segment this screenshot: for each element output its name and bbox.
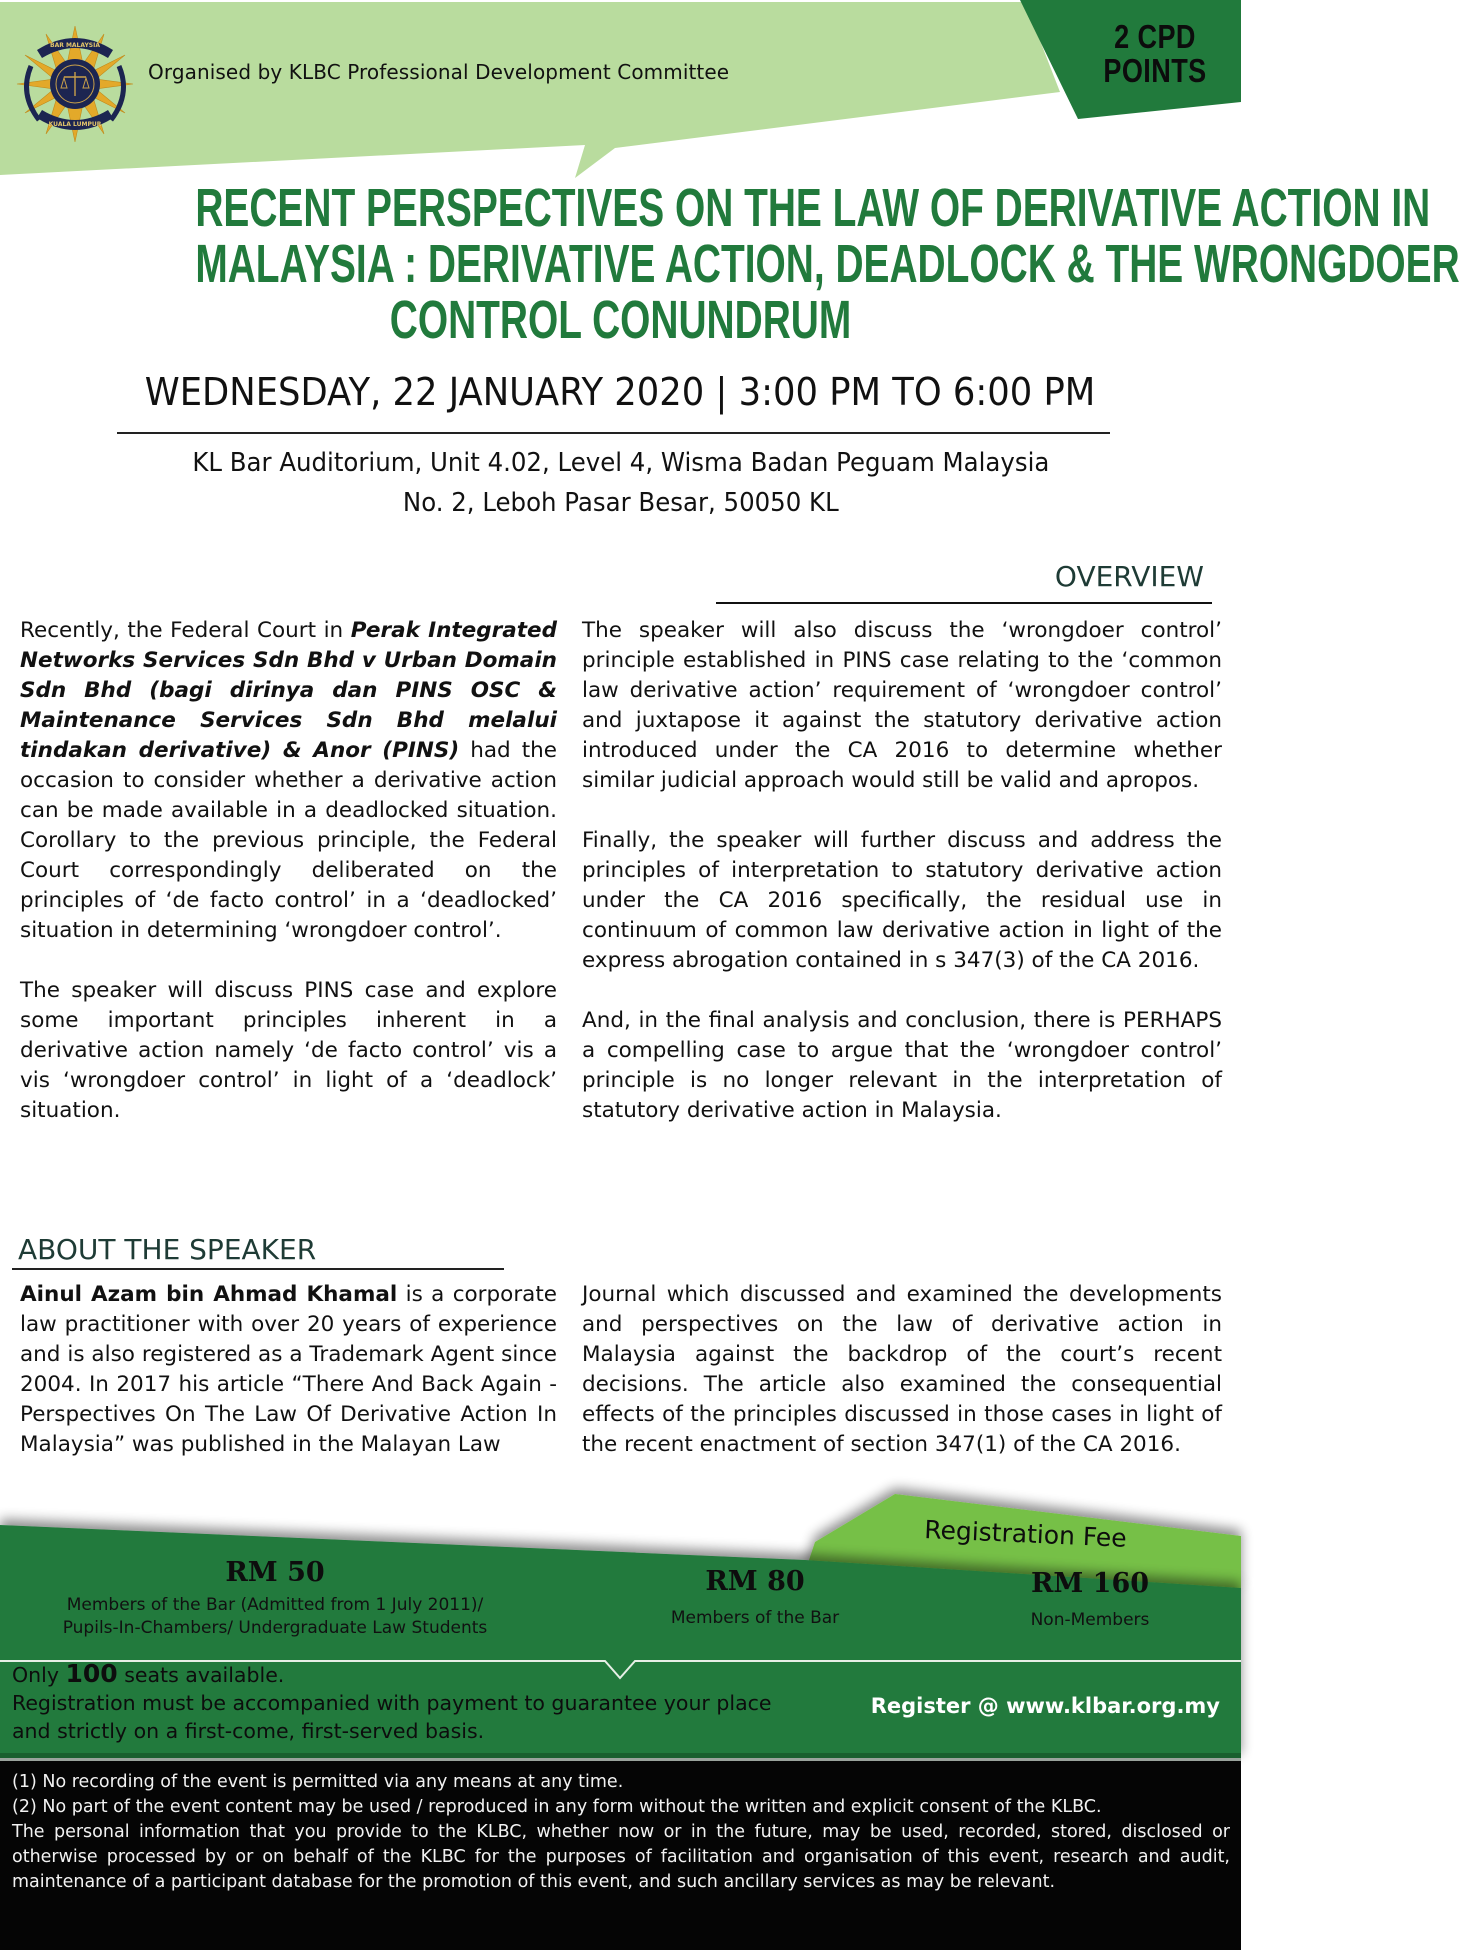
speaker-bio-right (582, 1280, 1222, 1460)
datetime-divider (117, 432, 1110, 434)
fee-item-member (640, 1566, 870, 1630)
fee-desc: Pupils-In-Chambers/ Undergraduate Law Students (62, 1618, 488, 1638)
speaker-bio-right-text: Journal which discussed and examined the developments and perspectives on the law of derivative action in Malaysia against the backdrop of the court’s recent decisions. The article also examined the consequential effects of the principles discussed in those cases in light of the recent enactment of section 347(1) of the CA 2016. (582, 1282, 1222, 1457)
fee-desc: Members of the Bar (Admitted from 1 July 2011)/ (66, 1595, 484, 1615)
event-title (30, 178, 1460, 350)
footer-notes (12, 1770, 1230, 1895)
fee-amount: RM 160 (1030, 1568, 1150, 1599)
cpd-line2: POINTS (1103, 52, 1207, 89)
overview-heading: OVERVIEW (1054, 560, 1204, 593)
overview-paragraph-1 (20, 616, 557, 946)
footer-note-1: (1) No recording of the event is permitted via any means at any time. (12, 1772, 624, 1792)
footer-note-2: (2) No part of the event content may be used / reproduced in any form without the written and explicit consent of the KLBC. (12, 1797, 1102, 1817)
registration-fee-heading: Registration Fee (923, 1515, 1128, 1553)
title-line-1: RECENT PERSPECTIVES ON THE LAW OF DERIVATIVE ACTION IN (195, 178, 1431, 238)
seats-count: 100 (65, 1659, 118, 1688)
overview-right-column (582, 616, 1222, 1126)
payment-note: Registration must be accompanied with payment to guarantee your place and strictly on a first-come, first-served basis. (12, 1691, 772, 1743)
speaker-bio-left (20, 1280, 557, 1460)
fee-amount: RM 80 (705, 1566, 805, 1597)
fee-item-non-member (980, 1568, 1200, 1632)
speaker-name: Ainul Azam bin Ahmad Khamal (20, 1282, 398, 1307)
overview-paragraph-2: The speaker will discuss PINS case and explore some important principles inherent in a derivative action namely ‘de facto control’ vis a vis ‘wrongdoer control’ in light of a ‘deadlock’ situation. (20, 978, 557, 1123)
footer-privacy-note: The personal information that you provide to the KLBC, whether now or in the future, may be used, recorded, stored, disclosed or otherwise processed by or on behalf of the KLBC for the purposes of facilitation and organisation of this event, research and audit, maintenance of a participant database for the promotion of this event, and such ancillary services as may be relevant. (12, 1822, 1230, 1892)
cpd-line1: 2 CPD (1114, 18, 1196, 55)
seats-suffix: seats available. (117, 1663, 285, 1687)
overview-paragraph-3: The speaker will also discuss the ‘wrongdoer control’ principle established in PINS case relating to the ‘common law derivative action’ requirement of ‘wrongdoer control’ and juxtapose it against the statutory derivative action introduced under the CA 2016 to determine whether similar judicial approach would still be valid and apropos. (582, 618, 1222, 793)
p1-lead: Recently, the Federal Court in (20, 618, 351, 643)
overview-paragraph-5: And, in the final analysis and conclusion, there is PERHAPS a compelling case to argue that the ‘wrongdoer control’ principle is no longer relevant in the interpretation of statutory derivative action in Malaysia. (582, 1008, 1222, 1123)
overview-divider (716, 602, 1212, 604)
fee-item-junior (40, 1557, 510, 1640)
venue-line-2: No. 2, Leboh Pasar Besar, 50050 KL (402, 488, 839, 518)
seats-info (12, 1660, 812, 1745)
venue-line-1: KL Bar Auditorium, Unit 4.02, Level 4, Wisma Badan Peguam Malaysia (191, 448, 1049, 478)
event-venue (0, 443, 1241, 523)
bar-malaysia-kl-crest-icon (25, 20, 125, 145)
overview-left-column (20, 616, 557, 1126)
event-datetime (0, 370, 1241, 414)
event-datetime-text: WEDNESDAY, 22 JANUARY 2020 | 3:00 PM TO 6:00 PM (145, 370, 1096, 414)
logo-top-text: BAR MALAYSIA (50, 42, 100, 49)
about-speaker-heading: ABOUT THE SPEAKER (18, 1233, 317, 1266)
fee-desc: Members of the Bar (670, 1608, 840, 1628)
title-line-2: MALAYSIA : DERIVATIVE ACTION, DEADLOCK & THE WRONGDOER (195, 234, 1460, 294)
fee-desc: Non-Members (1030, 1610, 1150, 1630)
seats-available (12, 1660, 812, 1689)
organiser-text: Organised by KLBC Professional Development Committee (148, 60, 730, 84)
speaker-bio-paragraph-left (20, 1280, 557, 1460)
speaker-bio-left-text: is a corporate law practitioner with over 20 years of experience and is also registered as a Trademark Agent since 2004. In 2017 his article “There And Back Again - Perspectives On The Law Of Derivative Action In Malaysia” was published in the Malayan Law (20, 1282, 557, 1457)
cpd-points-badge (1094, 20, 1217, 88)
overview-paragraph-4: Finally, the speaker will further discuss and address the principles of interpretation to statutory derivative action under the CA 2016 specifically, the residual use in continuum of common law derivative action in light of the express abrogation contained in s 347(3) of the CA 2016. (582, 828, 1222, 973)
header-banner (0, 0, 1241, 190)
title-line-3: CONTROL CONUNDRUM (389, 290, 852, 350)
seats-prefix: Only (12, 1663, 66, 1687)
about-speaker-divider (12, 1268, 504, 1270)
header-light-green-band (0, 2, 1060, 178)
logo-bottom-text: KUALA LUMPUR (48, 121, 102, 128)
p1-rest: had the occasion to consider whether a derivative action can be made available in a deadlocked situation. Corollary to the previous principle, the Federal Court correspondingly deliberated on the principles of ‘de facto control’ in a ‘deadlocked’ situation in determining ‘wrongdoer control’. (20, 738, 558, 943)
register-link[interactable]: Register @ www.klbar.org.my (870, 1694, 1220, 1718)
fee-amount: RM 50 (225, 1557, 325, 1588)
case-name: Perak Integrated Networks Services Sdn Bhd v Urban Domain Sdn Bhd (bagi dirinya dan PINS OSC & Maintenance Services Sdn Bhd melalui tindakan derivative) & Anor (PINS) (20, 618, 557, 763)
